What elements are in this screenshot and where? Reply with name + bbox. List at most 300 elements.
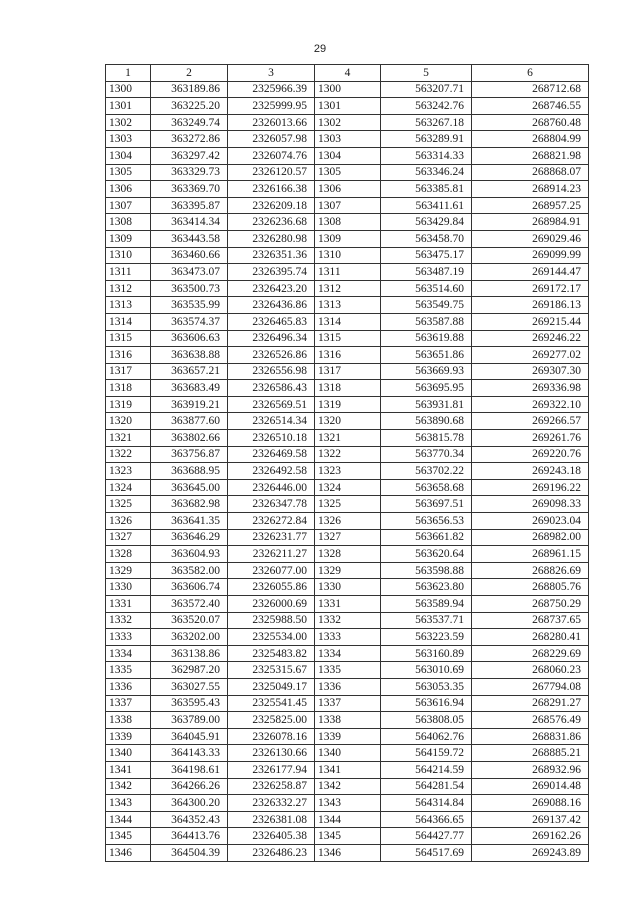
coord-x-cell: 363606.74 xyxy=(151,579,228,596)
point-number-cell: 1330 xyxy=(106,579,151,596)
coord-y-cell: 2326055.86 xyxy=(228,579,315,596)
point-number-cell: 1336 xyxy=(106,678,151,695)
coord-x-cell: 363225.20 xyxy=(151,98,228,115)
coord-x-cell: 563931.81 xyxy=(381,396,472,413)
table-row xyxy=(106,529,589,546)
table-row xyxy=(106,413,589,430)
coord-y-cell: 2326211.27 xyxy=(228,546,315,563)
point-number-cell: 1314 xyxy=(106,313,151,330)
point-number-cell: 1329 xyxy=(315,562,381,579)
coord-x-cell: 563514.60 xyxy=(381,280,472,297)
coord-y-cell: 2326130.66 xyxy=(228,745,315,762)
coord-x-cell: 363641.35 xyxy=(151,513,228,530)
table-header xyxy=(106,65,589,82)
coord-x-cell: 364413.76 xyxy=(151,828,228,845)
point-number-cell: 1328 xyxy=(106,546,151,563)
coordinates-table xyxy=(105,64,589,862)
coord-x-cell: 563623.80 xyxy=(381,579,472,596)
point-number-cell: 1344 xyxy=(315,811,381,828)
coord-x-cell: 564517.69 xyxy=(381,844,472,861)
point-number-cell: 1333 xyxy=(106,629,151,646)
coord-y-cell: 269246.22 xyxy=(472,330,589,347)
point-number-cell: 1317 xyxy=(106,363,151,380)
coord-x-cell: 563661.82 xyxy=(381,529,472,546)
point-number-cell: 1337 xyxy=(106,695,151,712)
point-number-cell: 1344 xyxy=(106,811,151,828)
point-number-cell: 1346 xyxy=(315,844,381,861)
table-row xyxy=(106,844,589,861)
table-row xyxy=(106,612,589,629)
coord-y-cell: 269307.30 xyxy=(472,363,589,380)
coord-y-cell: 2325999.95 xyxy=(228,98,315,115)
table-row xyxy=(106,81,589,98)
coord-x-cell: 363688.95 xyxy=(151,463,228,480)
coord-y-cell: 268868.07 xyxy=(472,164,589,181)
coord-y-cell: 269243.89 xyxy=(472,844,589,861)
point-number-cell: 1303 xyxy=(315,131,381,148)
coord-x-cell: 363919.21 xyxy=(151,396,228,413)
point-number-cell: 1320 xyxy=(315,413,381,430)
coord-y-cell: 269336.98 xyxy=(472,380,589,397)
coord-x-cell: 563160.89 xyxy=(381,645,472,662)
coord-y-cell: 2325534.00 xyxy=(228,629,315,646)
coord-y-cell: 269322.10 xyxy=(472,396,589,413)
coord-y-cell: 268826.69 xyxy=(472,562,589,579)
point-number-cell: 1315 xyxy=(315,330,381,347)
point-number-cell: 1329 xyxy=(106,562,151,579)
coord-x-cell: 563815.78 xyxy=(381,430,472,447)
coord-x-cell: 364045.91 xyxy=(151,728,228,745)
point-number-cell: 1338 xyxy=(315,712,381,729)
table-row xyxy=(106,546,589,563)
point-number-cell: 1316 xyxy=(315,347,381,364)
point-number-cell: 1327 xyxy=(106,529,151,546)
coord-y-cell: 2326057.98 xyxy=(228,131,315,148)
coord-x-cell: 564366.65 xyxy=(381,811,472,828)
table-row xyxy=(106,230,589,247)
coord-y-cell: 268885.21 xyxy=(472,745,589,762)
point-number-cell: 1342 xyxy=(106,778,151,795)
coord-y-cell: 268229.69 xyxy=(472,645,589,662)
coord-x-cell: 363802.66 xyxy=(151,430,228,447)
coord-y-cell: 268291.27 xyxy=(472,695,589,712)
coord-x-cell: 364300.20 xyxy=(151,795,228,812)
coord-y-cell: 268982.00 xyxy=(472,529,589,546)
point-number-cell: 1324 xyxy=(106,479,151,496)
coord-y-cell: 268746.55 xyxy=(472,98,589,115)
coord-x-cell: 363604.93 xyxy=(151,546,228,563)
point-number-cell: 1318 xyxy=(106,380,151,397)
coord-x-cell: 563656.53 xyxy=(381,513,472,530)
table-row xyxy=(106,380,589,397)
coord-x-cell: 563658.68 xyxy=(381,479,472,496)
point-number-cell: 1316 xyxy=(106,347,151,364)
coord-x-cell: 363535.99 xyxy=(151,297,228,314)
coord-y-cell: 2326177.94 xyxy=(228,761,315,778)
coord-y-cell: 267794.08 xyxy=(472,678,589,695)
point-number-cell: 1326 xyxy=(315,513,381,530)
point-number-cell: 1332 xyxy=(106,612,151,629)
coord-x-cell: 563702.22 xyxy=(381,463,472,480)
point-number-cell: 1334 xyxy=(315,645,381,662)
coord-y-cell: 2325988.50 xyxy=(228,612,315,629)
coord-y-cell: 268932.96 xyxy=(472,761,589,778)
point-number-cell: 1336 xyxy=(315,678,381,695)
coord-x-cell: 563010.69 xyxy=(381,662,472,679)
point-number-cell: 1343 xyxy=(106,795,151,812)
table-row xyxy=(106,795,589,812)
point-number-cell: 1338 xyxy=(106,712,151,729)
coord-x-cell: 563651.86 xyxy=(381,347,472,364)
coord-y-cell: 268984.91 xyxy=(472,214,589,231)
coord-y-cell: 2326492.58 xyxy=(228,463,315,480)
coord-y-cell: 268060.23 xyxy=(472,662,589,679)
coord-y-cell: 2326569.51 xyxy=(228,396,315,413)
point-number-cell: 1345 xyxy=(106,828,151,845)
coord-x-cell: 563669.93 xyxy=(381,363,472,380)
point-number-cell: 1325 xyxy=(106,496,151,513)
table-row xyxy=(106,596,589,613)
coord-y-cell: 2326496.34 xyxy=(228,330,315,347)
coord-x-cell: 563620.64 xyxy=(381,546,472,563)
table-row xyxy=(106,695,589,712)
point-number-cell: 1333 xyxy=(315,629,381,646)
coord-y-cell: 2326120.57 xyxy=(228,164,315,181)
coord-y-cell: 2326556.98 xyxy=(228,363,315,380)
table-row xyxy=(106,463,589,480)
table-row xyxy=(106,513,589,530)
table-row xyxy=(106,181,589,198)
coord-x-cell: 563458.70 xyxy=(381,230,472,247)
coord-x-cell: 363645.00 xyxy=(151,479,228,496)
coord-y-cell: 269029.46 xyxy=(472,230,589,247)
coord-x-cell: 563616.94 xyxy=(381,695,472,712)
coord-x-cell: 563537.71 xyxy=(381,612,472,629)
coord-x-cell: 563695.95 xyxy=(381,380,472,397)
table-row xyxy=(106,430,589,447)
table-row xyxy=(106,197,589,214)
point-number-cell: 1320 xyxy=(106,413,151,430)
table-row xyxy=(106,761,589,778)
coord-x-cell: 363682.98 xyxy=(151,496,228,513)
point-number-cell: 1334 xyxy=(106,645,151,662)
table-row xyxy=(106,313,589,330)
coord-x-cell: 563487.19 xyxy=(381,264,472,281)
coord-x-cell: 563598.88 xyxy=(381,562,472,579)
coord-y-cell: 269243.18 xyxy=(472,463,589,480)
coord-y-cell: 2326586.43 xyxy=(228,380,315,397)
point-number-cell: 1345 xyxy=(315,828,381,845)
coord-y-cell: 269196.22 xyxy=(472,479,589,496)
point-number-cell: 1324 xyxy=(315,479,381,496)
table-row xyxy=(106,363,589,380)
coord-x-cell: 364143.33 xyxy=(151,745,228,762)
coord-x-cell: 363646.29 xyxy=(151,529,228,546)
coord-y-cell: 2326231.77 xyxy=(228,529,315,546)
table-row xyxy=(106,330,589,347)
point-number-cell: 1311 xyxy=(315,264,381,281)
table-row xyxy=(106,645,589,662)
point-number-cell: 1328 xyxy=(315,546,381,563)
coord-y-cell: 2326166.38 xyxy=(228,181,315,198)
point-number-cell: 1312 xyxy=(106,280,151,297)
point-number-cell: 1340 xyxy=(315,745,381,762)
table-row xyxy=(106,712,589,729)
table-row xyxy=(106,662,589,679)
coord-x-cell: 563770.34 xyxy=(381,446,472,463)
coord-x-cell: 563429.84 xyxy=(381,214,472,231)
coord-y-cell: 268804.99 xyxy=(472,131,589,148)
coord-x-cell: 363329.73 xyxy=(151,164,228,181)
coord-y-cell: 2326469.58 xyxy=(228,446,315,463)
point-number-cell: 1308 xyxy=(106,214,151,231)
coord-y-cell: 269144.47 xyxy=(472,264,589,281)
point-number-cell: 1300 xyxy=(315,81,381,98)
coord-x-cell: 363595.43 xyxy=(151,695,228,712)
table-row xyxy=(106,280,589,297)
coord-y-cell: 2326526.86 xyxy=(228,347,315,364)
point-number-cell: 1306 xyxy=(315,181,381,198)
coord-y-cell: 2325966.39 xyxy=(228,81,315,98)
point-number-cell: 1322 xyxy=(315,446,381,463)
coord-y-cell: 269277.02 xyxy=(472,347,589,364)
point-number-cell: 1339 xyxy=(106,728,151,745)
point-number-cell: 1321 xyxy=(315,430,381,447)
coord-x-cell: 563289.91 xyxy=(381,131,472,148)
coord-y-cell: 269162.26 xyxy=(472,828,589,845)
coord-y-cell: 269137.42 xyxy=(472,811,589,828)
coord-x-cell: 363272.86 xyxy=(151,131,228,148)
header-row xyxy=(106,65,589,82)
table-row xyxy=(106,629,589,646)
coord-x-cell: 563808.05 xyxy=(381,712,472,729)
column-header: 5 xyxy=(381,65,472,82)
coord-x-cell: 363756.87 xyxy=(151,446,228,463)
coord-y-cell: 2326446.00 xyxy=(228,479,315,496)
table-row xyxy=(106,579,589,596)
coord-x-cell: 363789.00 xyxy=(151,712,228,729)
point-number-cell: 1318 xyxy=(315,380,381,397)
coord-x-cell: 563890.68 xyxy=(381,413,472,430)
coord-y-cell: 269261.76 xyxy=(472,430,589,447)
point-number-cell: 1337 xyxy=(315,695,381,712)
column-header: 4 xyxy=(315,65,381,82)
point-number-cell: 1335 xyxy=(106,662,151,679)
point-number-cell: 1309 xyxy=(106,230,151,247)
coord-y-cell: 268821.98 xyxy=(472,147,589,164)
table-row xyxy=(106,214,589,231)
coord-x-cell: 563267.18 xyxy=(381,114,472,131)
coord-x-cell: 363460.66 xyxy=(151,247,228,264)
coord-y-cell: 268750.29 xyxy=(472,596,589,613)
coord-y-cell: 2326258.87 xyxy=(228,778,315,795)
coord-y-cell: 2326078.16 xyxy=(228,728,315,745)
point-number-cell: 1341 xyxy=(106,761,151,778)
point-number-cell: 1308 xyxy=(315,214,381,231)
coord-y-cell: 268961.15 xyxy=(472,546,589,563)
table-row xyxy=(106,678,589,695)
coord-y-cell: 2325825.00 xyxy=(228,712,315,729)
coord-y-cell: 268280.41 xyxy=(472,629,589,646)
coord-y-cell: 2326423.20 xyxy=(228,280,315,297)
coord-x-cell: 363606.63 xyxy=(151,330,228,347)
point-number-cell: 1332 xyxy=(315,612,381,629)
coord-x-cell: 363369.70 xyxy=(151,181,228,198)
coord-y-cell: 269266.57 xyxy=(472,413,589,430)
coord-x-cell: 563619.88 xyxy=(381,330,472,347)
point-number-cell: 1313 xyxy=(106,297,151,314)
coord-y-cell: 2326514.34 xyxy=(228,413,315,430)
point-number-cell: 1346 xyxy=(106,844,151,861)
point-number-cell: 1326 xyxy=(106,513,151,530)
coord-x-cell: 363297.42 xyxy=(151,147,228,164)
coord-x-cell: 363638.88 xyxy=(151,347,228,364)
point-number-cell: 1311 xyxy=(106,264,151,281)
table-row xyxy=(106,264,589,281)
point-number-cell: 1304 xyxy=(106,147,151,164)
table-row xyxy=(106,745,589,762)
coord-x-cell: 363027.55 xyxy=(151,678,228,695)
point-number-cell: 1339 xyxy=(315,728,381,745)
table-row xyxy=(106,446,589,463)
coord-x-cell: 364504.39 xyxy=(151,844,228,861)
coord-x-cell: 564214.59 xyxy=(381,761,472,778)
point-number-cell: 1319 xyxy=(315,396,381,413)
point-number-cell: 1340 xyxy=(106,745,151,762)
table-row xyxy=(106,396,589,413)
table-body xyxy=(106,81,589,861)
table-row xyxy=(106,297,589,314)
table-row xyxy=(106,347,589,364)
table-row xyxy=(106,496,589,513)
table-row xyxy=(106,147,589,164)
point-number-cell: 1343 xyxy=(315,795,381,812)
table-row xyxy=(106,778,589,795)
coord-x-cell: 363189.86 xyxy=(151,81,228,98)
coord-x-cell: 563411.61 xyxy=(381,197,472,214)
point-number-cell: 1310 xyxy=(106,247,151,264)
coord-y-cell: 2326405.38 xyxy=(228,828,315,845)
coord-x-cell: 364198.61 xyxy=(151,761,228,778)
coord-y-cell: 268712.68 xyxy=(472,81,589,98)
point-number-cell: 1305 xyxy=(106,164,151,181)
coord-y-cell: 2326351.36 xyxy=(228,247,315,264)
point-number-cell: 1306 xyxy=(106,181,151,198)
coord-x-cell: 364266.26 xyxy=(151,778,228,795)
coord-y-cell: 268576.49 xyxy=(472,712,589,729)
table-row xyxy=(106,811,589,828)
coord-x-cell: 363657.21 xyxy=(151,363,228,380)
coord-x-cell: 563587.88 xyxy=(381,313,472,330)
coord-x-cell: 563314.33 xyxy=(381,147,472,164)
coord-x-cell: 363473.07 xyxy=(151,264,228,281)
point-number-cell: 1301 xyxy=(315,98,381,115)
coord-x-cell: 363202.00 xyxy=(151,629,228,646)
coord-x-cell: 363249.74 xyxy=(151,114,228,131)
column-header: 1 xyxy=(106,65,151,82)
coord-x-cell: 563053.35 xyxy=(381,678,472,695)
coord-x-cell: 564062.76 xyxy=(381,728,472,745)
point-number-cell: 1321 xyxy=(106,430,151,447)
point-number-cell: 1315 xyxy=(106,330,151,347)
point-number-cell: 1313 xyxy=(315,297,381,314)
column-header: 3 xyxy=(228,65,315,82)
coord-x-cell: 563346.24 xyxy=(381,164,472,181)
coord-x-cell: 563223.59 xyxy=(381,629,472,646)
point-number-cell: 1331 xyxy=(106,596,151,613)
coord-y-cell: 268914.23 xyxy=(472,181,589,198)
coord-y-cell: 2326236.68 xyxy=(228,214,315,231)
point-number-cell: 1327 xyxy=(315,529,381,546)
coord-y-cell: 268760.48 xyxy=(472,114,589,131)
coord-y-cell: 268805.76 xyxy=(472,579,589,596)
coord-y-cell: 2326272.84 xyxy=(228,513,315,530)
page-number: 29 xyxy=(313,43,327,55)
coord-x-cell: 364352.43 xyxy=(151,811,228,828)
coord-x-cell: 363683.49 xyxy=(151,380,228,397)
point-number-cell: 1323 xyxy=(106,463,151,480)
coord-x-cell: 564159.72 xyxy=(381,745,472,762)
coord-y-cell: 2325049.17 xyxy=(228,678,315,695)
point-number-cell: 1330 xyxy=(315,579,381,596)
coord-x-cell: 563242.76 xyxy=(381,98,472,115)
point-number-cell: 1305 xyxy=(315,164,381,181)
table-row xyxy=(106,131,589,148)
coord-y-cell: 2325541.45 xyxy=(228,695,315,712)
coord-x-cell: 563475.17 xyxy=(381,247,472,264)
coord-y-cell: 269088.16 xyxy=(472,795,589,812)
coord-y-cell: 268737.65 xyxy=(472,612,589,629)
point-number-cell: 1325 xyxy=(315,496,381,513)
coord-y-cell: 269172.17 xyxy=(472,280,589,297)
table-row xyxy=(106,479,589,496)
coord-y-cell: 2325483.82 xyxy=(228,645,315,662)
coord-x-cell: 363520.07 xyxy=(151,612,228,629)
coord-y-cell: 2326465.83 xyxy=(228,313,315,330)
point-number-cell: 1331 xyxy=(315,596,381,613)
coord-x-cell: 563385.81 xyxy=(381,181,472,198)
point-number-cell: 1300 xyxy=(106,81,151,98)
point-number-cell: 1301 xyxy=(106,98,151,115)
coord-y-cell: 269186.13 xyxy=(472,297,589,314)
coord-y-cell: 268831.86 xyxy=(472,728,589,745)
table-row xyxy=(106,98,589,115)
coord-y-cell: 2326332.27 xyxy=(228,795,315,812)
point-number-cell: 1322 xyxy=(106,446,151,463)
coord-y-cell: 2326280.98 xyxy=(228,230,315,247)
point-number-cell: 1302 xyxy=(315,114,381,131)
point-number-cell: 1307 xyxy=(106,197,151,214)
point-number-cell: 1317 xyxy=(315,363,381,380)
coord-y-cell: 269014.48 xyxy=(472,778,589,795)
column-header: 2 xyxy=(151,65,228,82)
coord-x-cell: 363877.60 xyxy=(151,413,228,430)
coord-x-cell: 362987.20 xyxy=(151,662,228,679)
point-number-cell: 1304 xyxy=(315,147,381,164)
coord-x-cell: 363574.37 xyxy=(151,313,228,330)
coord-y-cell: 2326347.78 xyxy=(228,496,315,513)
coord-x-cell: 363414.34 xyxy=(151,214,228,231)
coord-y-cell: 269023.04 xyxy=(472,513,589,530)
coord-x-cell: 563549.75 xyxy=(381,297,472,314)
coord-y-cell: 2326209.18 xyxy=(228,197,315,214)
coord-x-cell: 564427.77 xyxy=(381,828,472,845)
coord-x-cell: 564281.54 xyxy=(381,778,472,795)
point-number-cell: 1303 xyxy=(106,131,151,148)
coord-y-cell: 2326510.18 xyxy=(228,430,315,447)
point-number-cell: 1302 xyxy=(106,114,151,131)
point-number-cell: 1335 xyxy=(315,662,381,679)
